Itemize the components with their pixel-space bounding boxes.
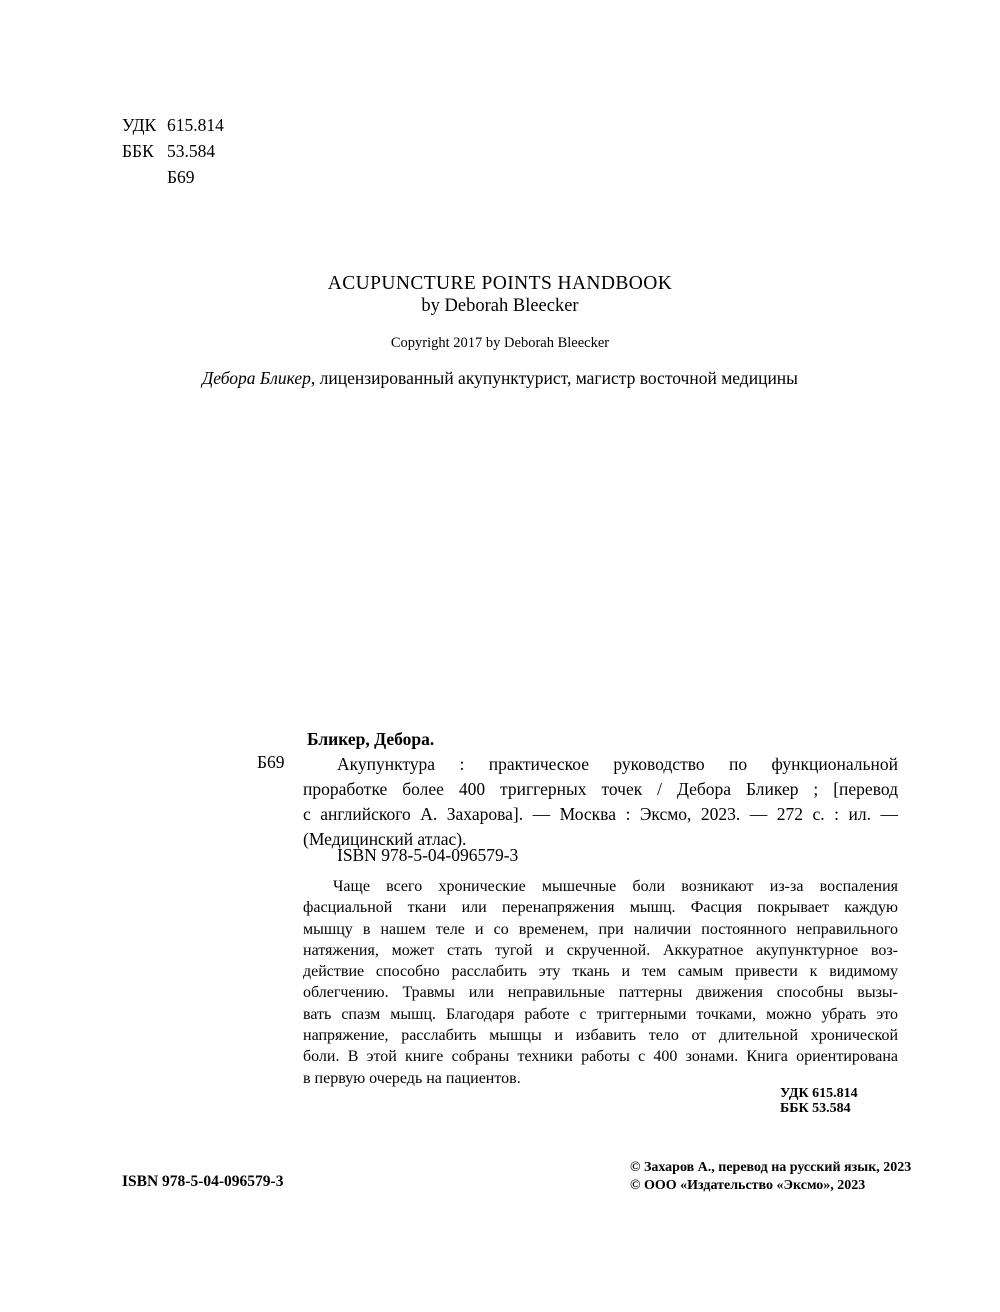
catalog-card-description [303, 752, 898, 852]
cataloging-codes-bottom [780, 1086, 858, 1116]
text-line: напряжение, расслабить мышцы и избавить тело от длительной хронической [303, 1027, 898, 1045]
text-line: Акупунктура : практическое руководство по функциональной [337, 754, 898, 774]
annotation-text [303, 876, 898, 1089]
text-line: проработке более 400 триггерных точек / Дебора Бликер ; [перевод [303, 779, 898, 799]
footer-isbn: ISBN 978-5-04-096579-3 [122, 1173, 284, 1190]
bbk-label: ББК [122, 141, 154, 161]
original-title-block [0, 272, 1000, 352]
udc-row [122, 112, 224, 138]
udc-value: 615.814 [167, 115, 224, 135]
author-credit-rest: , лицензированный акупунктурист, магистр восточной медицины [310, 368, 798, 388]
bbk-value: 53.584 [167, 141, 216, 161]
footer-copyrights [630, 1159, 911, 1194]
text-line: боли. В этой книге собраны техники работы с 400 зонами. Книга ориентирована [303, 1048, 898, 1066]
author-name-italic: Дебора Бликер [202, 368, 311, 388]
author-sign-value: Б69 [167, 167, 195, 187]
original-title: ACUPUNCTURE POINTS HANDBOOK [327, 273, 673, 294]
text-line: Чаще всего хронические мышечные боли возникают из-за воспаления [333, 878, 898, 895]
text-line: в первую очередь на пациентов. [303, 1069, 521, 1087]
original-copyright-line: Copyright 2017 by Deborah Bleecker [390, 335, 610, 351]
text-line: с английского А. Захарова]. — Москва : Эксмо, 2023. — 272 с. : ил. — [303, 804, 898, 824]
copyright-publisher: © ООО «Издательство «Эксмо», 2023 [630, 1177, 866, 1193]
bbk-bottom: ББК 53.584 [780, 1101, 851, 1116]
text-line: натяжения, может стать тугой и скрученной. Аккуратное акупунктурное воз- [303, 941, 898, 959]
udc-bottom: УДК 615.814 [780, 1086, 858, 1101]
catalog-card-isbn: ISBN 978-5-04-096579-3 [337, 845, 519, 865]
author-credit-line [0, 368, 1000, 389]
author-sign-row [122, 164, 224, 190]
text-line: действие способно расслабить эту ткань и тем самым привести к видимому [303, 963, 898, 981]
bbk-row [122, 138, 224, 164]
catalog-card-author-heading: Бликер, Дебора. [307, 729, 435, 749]
text-line: вать спазм мышц. Благодаря работе с триггерными точками, можно убрать это [303, 1005, 898, 1023]
cataloging-codes-top [122, 112, 224, 190]
text-line: (Медицинский атлас). [303, 829, 467, 849]
original-byline: by Deborah Bleecker [421, 296, 579, 316]
text-line: облегчению. Травмы или неправильные паттерны движения способны вызы- [303, 984, 898, 1002]
copyright-translation: © Захаров А., перевод на русский язык, 2023 [630, 1160, 912, 1175]
text-line: мышцу в нашем теле и со временем, при наличии постоянного неправильного [303, 920, 898, 938]
catalog-card-author-sign: Б69 [257, 752, 285, 772]
udc-label: УДК [122, 115, 157, 135]
text-line: фасциальной ткани или перенапряжения мышц. Фасция покрывает каждую [303, 899, 898, 917]
